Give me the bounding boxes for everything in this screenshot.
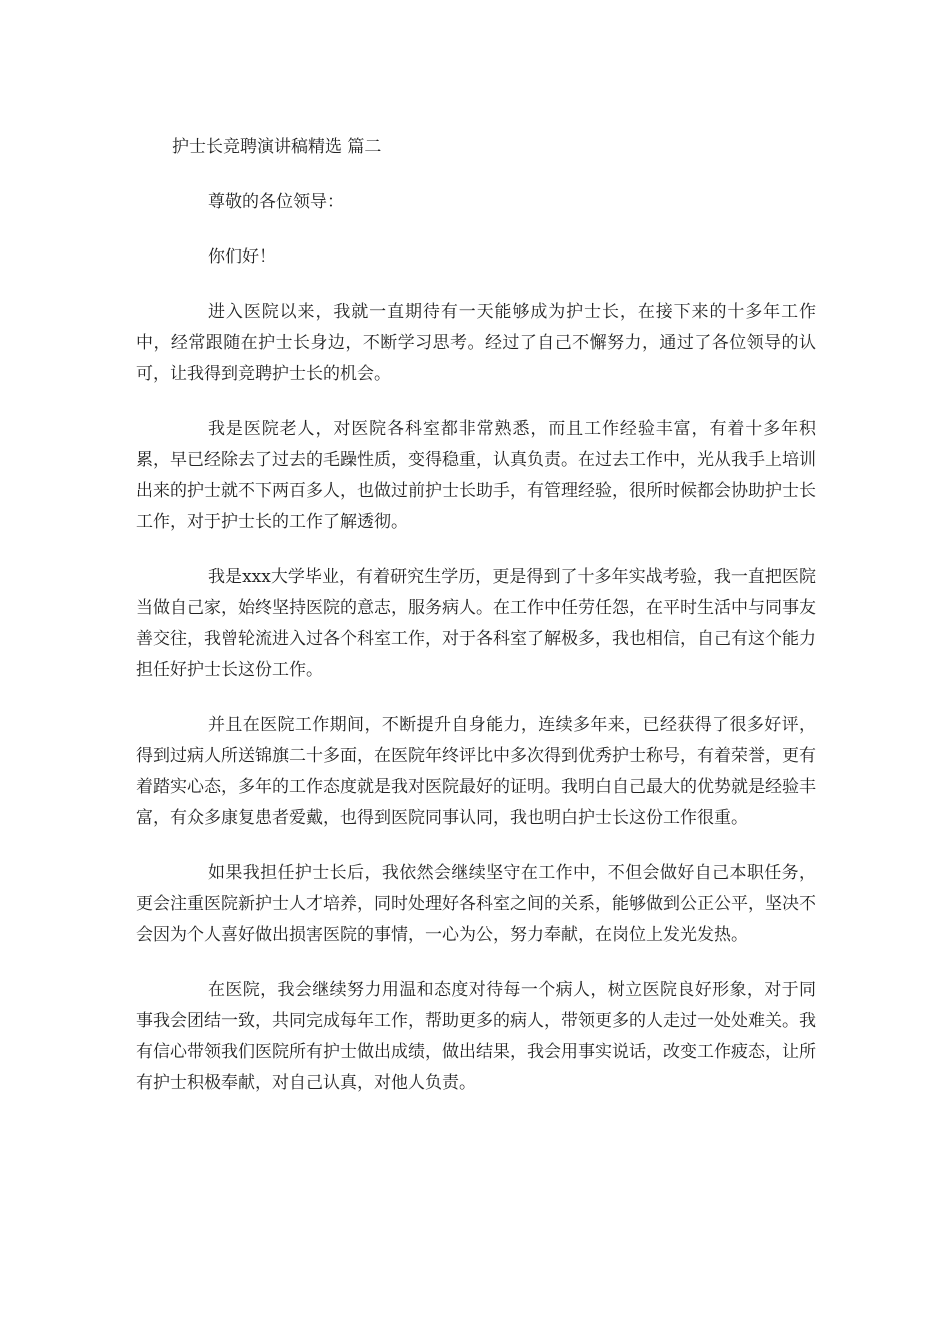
paragraph-2: 我是医院老人，对医院各科室都非常熟悉，而且工作经验丰富，有着十多年积累，早已经除去了过去的毛躁性质，变得稳重，认真负责。在过去工作中，光从我手上培训出来的护士就不下两百多人，也做过前护士长助手，有管理经验，很所时候都会协助护士长工作，对于护士长的工作了解透彻。 xyxy=(136,419,816,532)
paragraph-1: 进入医院以来，我就一直期待有一天能够成为护士长，在接下来的十多年工作中，经常跟随在护士长身边，不断学习思考。经过了自己不懈努力，通过了各位领导的认可，让我得到竞聘护士长的机会。 xyxy=(136,302,816,384)
paragraph-4: 并且在医院工作期间，不断提升自身能力，连续多年来，已经获得了很多好评，得到过病人所送锦旗二十多面，在医院年终评比中多次得到优秀护士称号，有着荣誉，更有着踏实心态，多年的工作态度就是我对医院最好的证明。我明白自己最大的优势就是经验丰富，有众多康复患者爱戴，也得到医院同事认同，我也明白护士长这份工作很重。 xyxy=(136,715,816,828)
paragraph-6: 在医院，我会继续努力用温和态度对待每一个病人，树立医院良好形象，对于同事我会团结一致，共同完成每年工作，帮助更多的病人，带领更多的人走过一处处难关。我有信心带领我们医院所有护士做出成绩，做出结果，我会用事实说话，改变工作疲态，让所有护士积极奉献，对自己认真，对他人负责。 xyxy=(136,980,816,1093)
paragraph-5: 如果我担任护士长后，我依然会继续坚守在工作中，不但会做好自己本职任务，更会注重医院新护士人才培养，同时处理好各科室之间的关系，能够做到公正公平，坚决不会因为个人喜好做出损害医院的事情，一心为公，努力奉献，在岗位上发光发热。 xyxy=(136,863,816,945)
document-body xyxy=(136,132,816,1123)
greeting: 你们好！ xyxy=(208,247,276,267)
document-title: 护士长竞聘演讲稿精选 篇二 xyxy=(172,137,382,157)
salutation: 尊敬的各位领导： xyxy=(208,192,344,212)
paragraph-3: 我是xxx大学毕业，有着研究生学历，更是得到了十多年实战考验，我一直把医院当做自己家，始终坚持医院的意志，服务病人。在工作中任劳任怨，在平时生活中与同事友善交往，我曾轮流进入过各个科室工作，对于各科室了解极多，我也相信，自己有这个能力担任好护士长这份工作。 xyxy=(136,567,816,680)
